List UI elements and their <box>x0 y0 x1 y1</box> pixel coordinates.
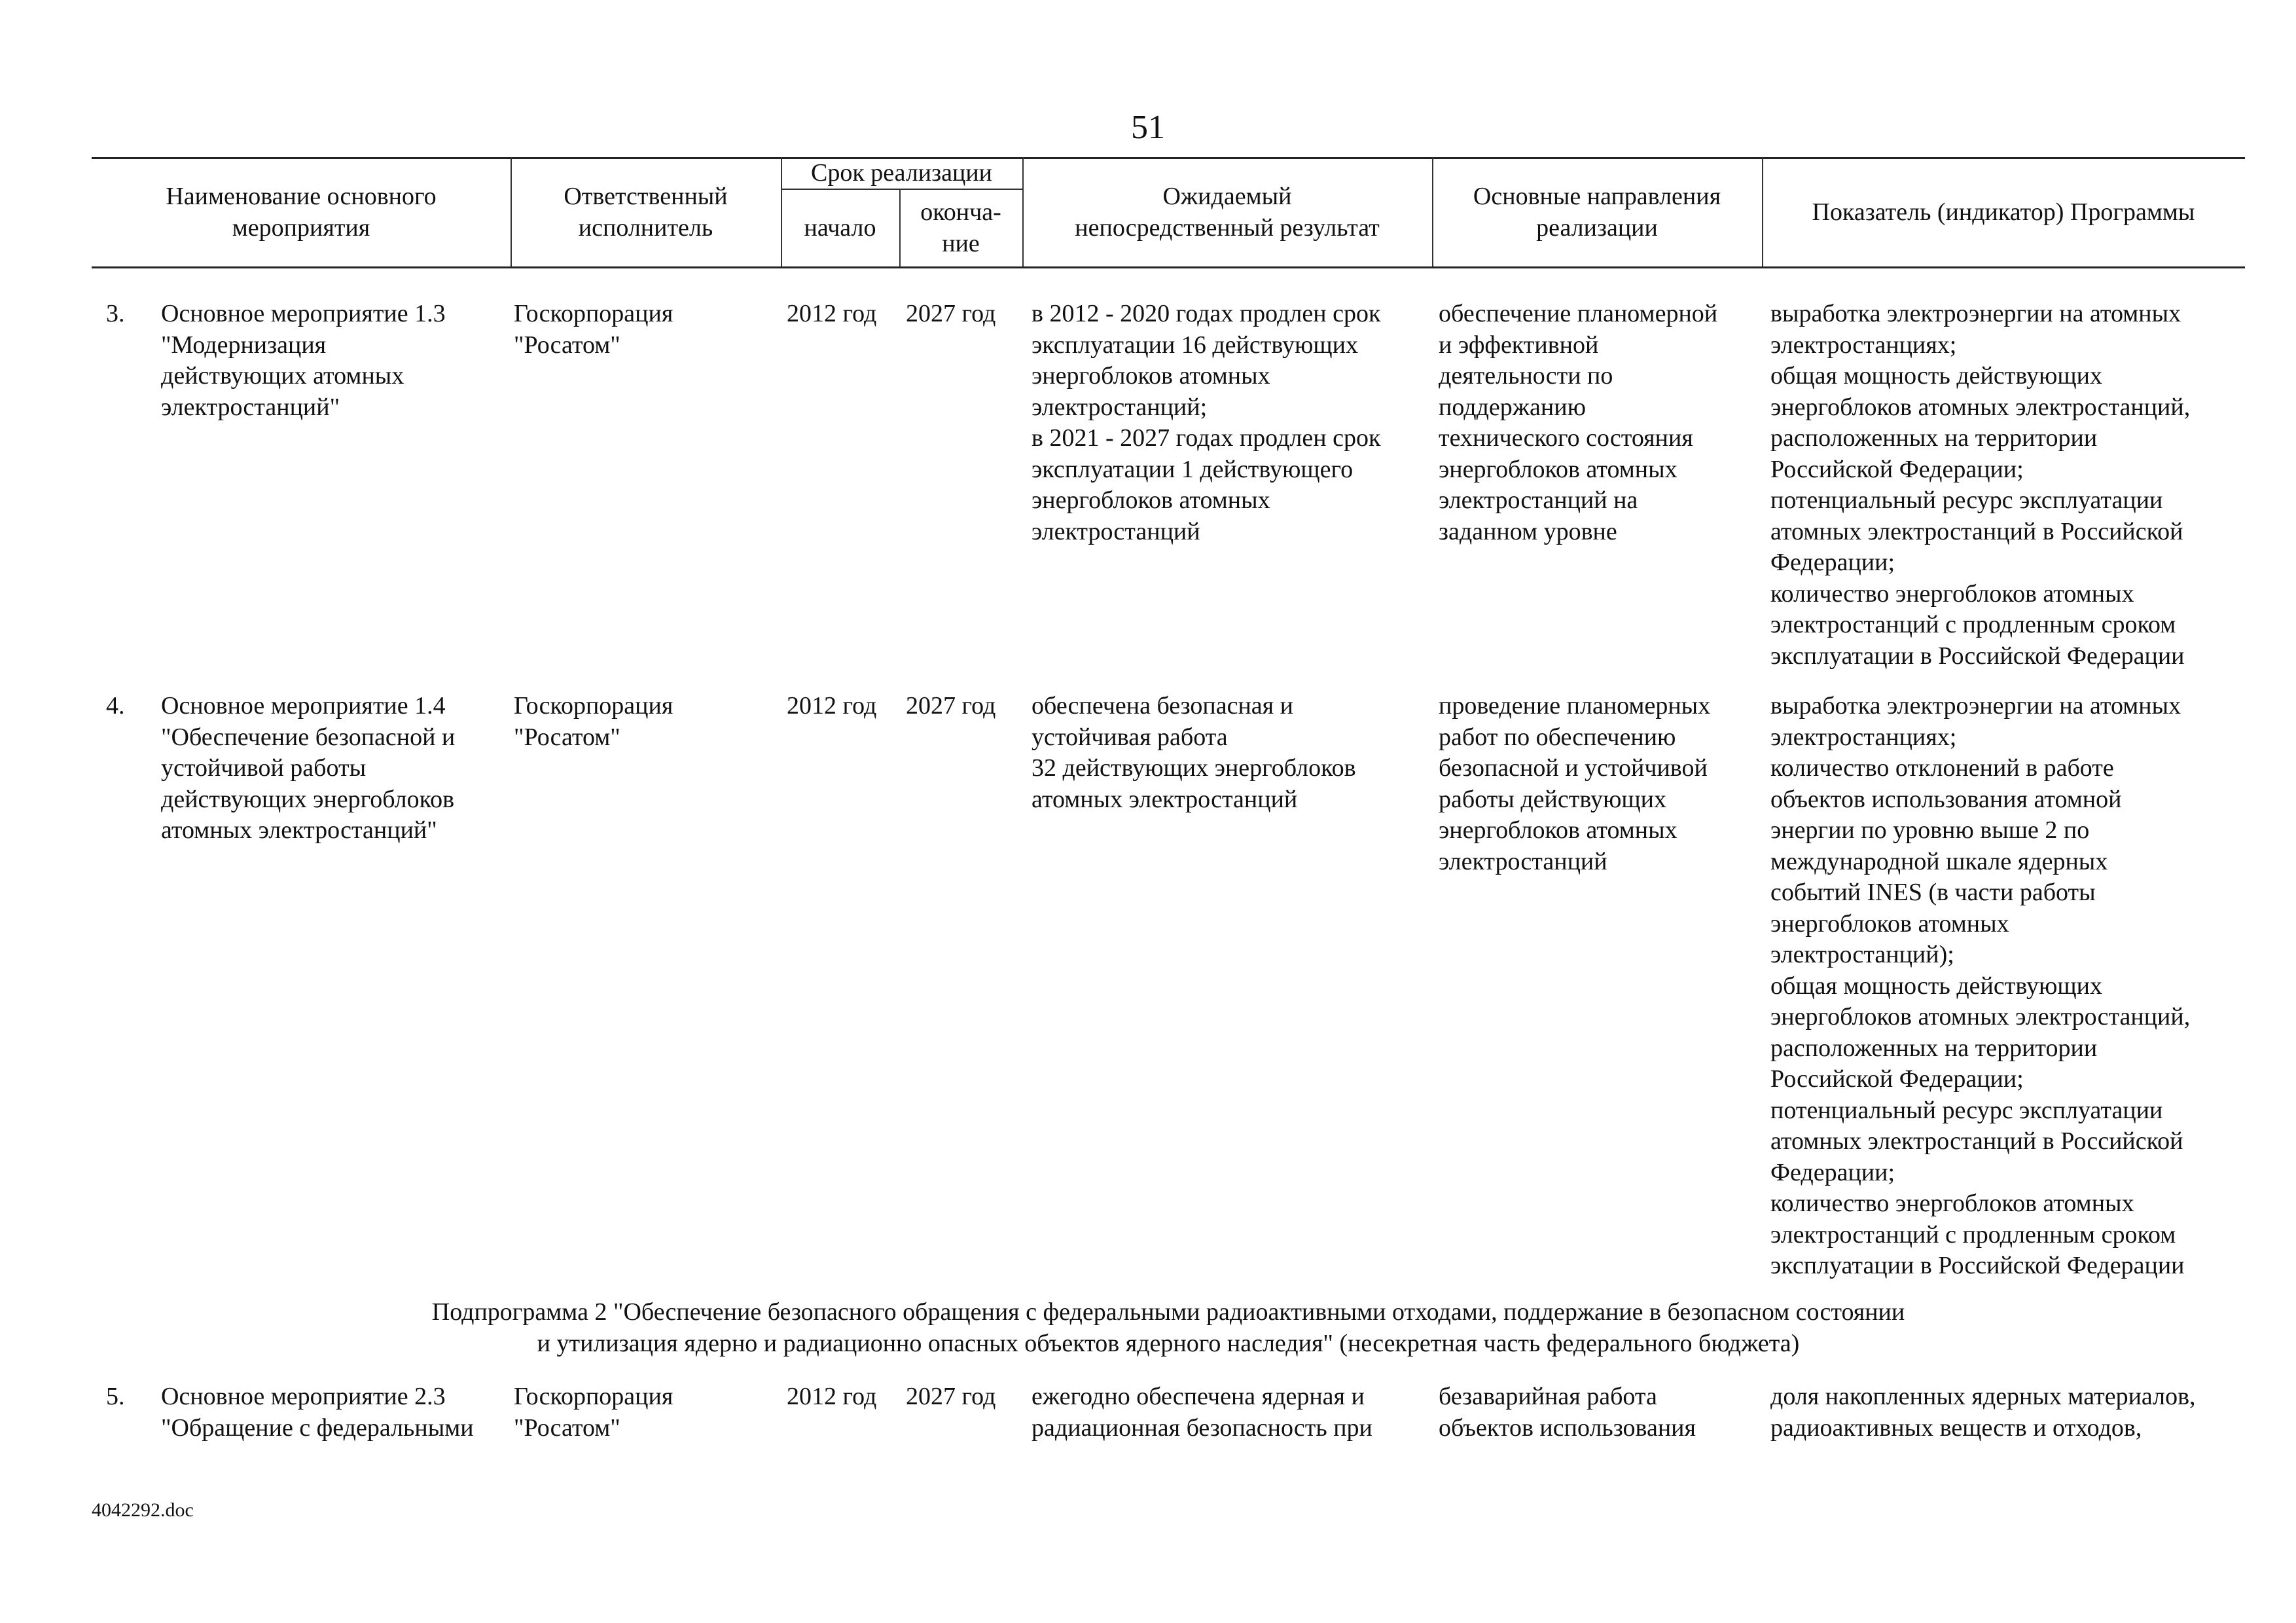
measure-name: Основное мероприятие 1.3 "Модернизация действующих атомных электростанций" <box>161 300 446 421</box>
implementation-directions: обеспечение планомерной и эффективной деятельности по поддержанию технического состояния энергоблоков атомных электростанций на заданном уровне <box>1439 300 1718 545</box>
header-responsible: Ответственный исполнитель <box>564 182 728 242</box>
header-result: Ожидаемый непосредственный результат <box>1075 182 1380 242</box>
program-indicator: доля накопленных ядерных материалов, радиоактивных веществ и отходов, <box>1770 1383 2196 1442</box>
header-term: Срок реализации <box>810 159 993 187</box>
program-indicator: выработка электроэнергии на атомных электростанциях; общая мощность действующих энергоблоков атомных электростанций, расположенных на территории Российской Федерации; потенциальный ресурс эксплуатации атомных электростанций в Российской Федерации; количество энергоблоков атомных электростанций с продленным сроком эксплуатации в Российской Федерации <box>1770 300 2191 670</box>
measure-name: Основное мероприятие 1.4 "Обеспечение безопасной и устойчивой работы действующих энергоблоков атомных электростанций" <box>161 692 456 844</box>
row-number: 4. <box>106 692 125 720</box>
header-start: начало <box>804 213 876 242</box>
responsible-executor: Госкорпорация "Росатом" <box>514 300 673 359</box>
header-bottom-rule <box>92 266 2245 268</box>
end-year: 2027 год <box>906 300 996 327</box>
expected-result: в 2012 - 2020 годах продлен срок эксплуатации 16 действующих энергоблоков атомных электростанций; в 2021 - 2027 годах продлен срок эксплуатации 1 действующего энергоблоков атомных электростанций <box>1031 300 1381 545</box>
document-filename: 4042292.doc <box>92 1499 194 1521</box>
start-year: 2012 год <box>787 300 877 327</box>
row-number: 5. <box>106 1383 125 1410</box>
program-indicator: выработка электроэнергии на атомных электростанциях; количество отклонений в работе объектов использования атомной энергии по уровню выше 2 по международной шкале ядерных событий INES (в части работы энергоблоков атомных электростанций); общая мощность действующих энергоблоков атомных электростанций, расположенных на территории Российской Федерации; потенциальный ресурс эксплуатации атомных электростанций в Российской Федерации; количество энергоблоков атомных электростанций с продленным сроком эксплуатации в Российской Федерации <box>1770 692 2191 1279</box>
start-year: 2012 год <box>787 1383 877 1410</box>
header-directions: Основные направления реализации <box>1473 182 1721 242</box>
end-year: 2027 год <box>906 692 996 720</box>
measure-name: Основное мероприятие 2.3 "Обращение с федеральными <box>161 1383 474 1442</box>
header-name: Наименование основного мероприятия <box>166 182 437 242</box>
header-end: оконча- ние <box>920 198 1001 257</box>
expected-result: ежегодно обеспечена ядерная и радиационная безопасность при <box>1031 1383 1372 1442</box>
header-indicator: Показатель (индикатор) Программы <box>1812 198 2195 226</box>
responsible-executor: Госкорпорация "Росатом" <box>514 1383 673 1442</box>
subprogram-title: Подпрограмма 2 "Обеспечение безопасного обращения с федеральными радиоактивными отходами, поддержание в безопасном состоянии и утилизация ядерно и радиационно опасных объектов ядерного наследия" (несекретная часть федерального бюджета) <box>431 1298 1905 1357</box>
responsible-executor: Госкорпорация "Росатом" <box>514 692 673 751</box>
start-year: 2012 год <box>787 692 877 720</box>
page-number: 51 <box>1131 109 1165 146</box>
end-year: 2027 год <box>906 1383 996 1410</box>
implementation-directions: проведение планомерных работ по обеспечению безопасной и устойчивой работы действующих энергоблоков атомных электростанций <box>1439 692 1711 875</box>
implementation-directions: безаварийная работа объектов использования <box>1439 1383 1696 1442</box>
row-number: 3. <box>106 300 125 327</box>
expected-result: обеспечена безопасная и устойчивая работа 32 действующих энергоблоков атомных электростанций <box>1031 692 1356 813</box>
